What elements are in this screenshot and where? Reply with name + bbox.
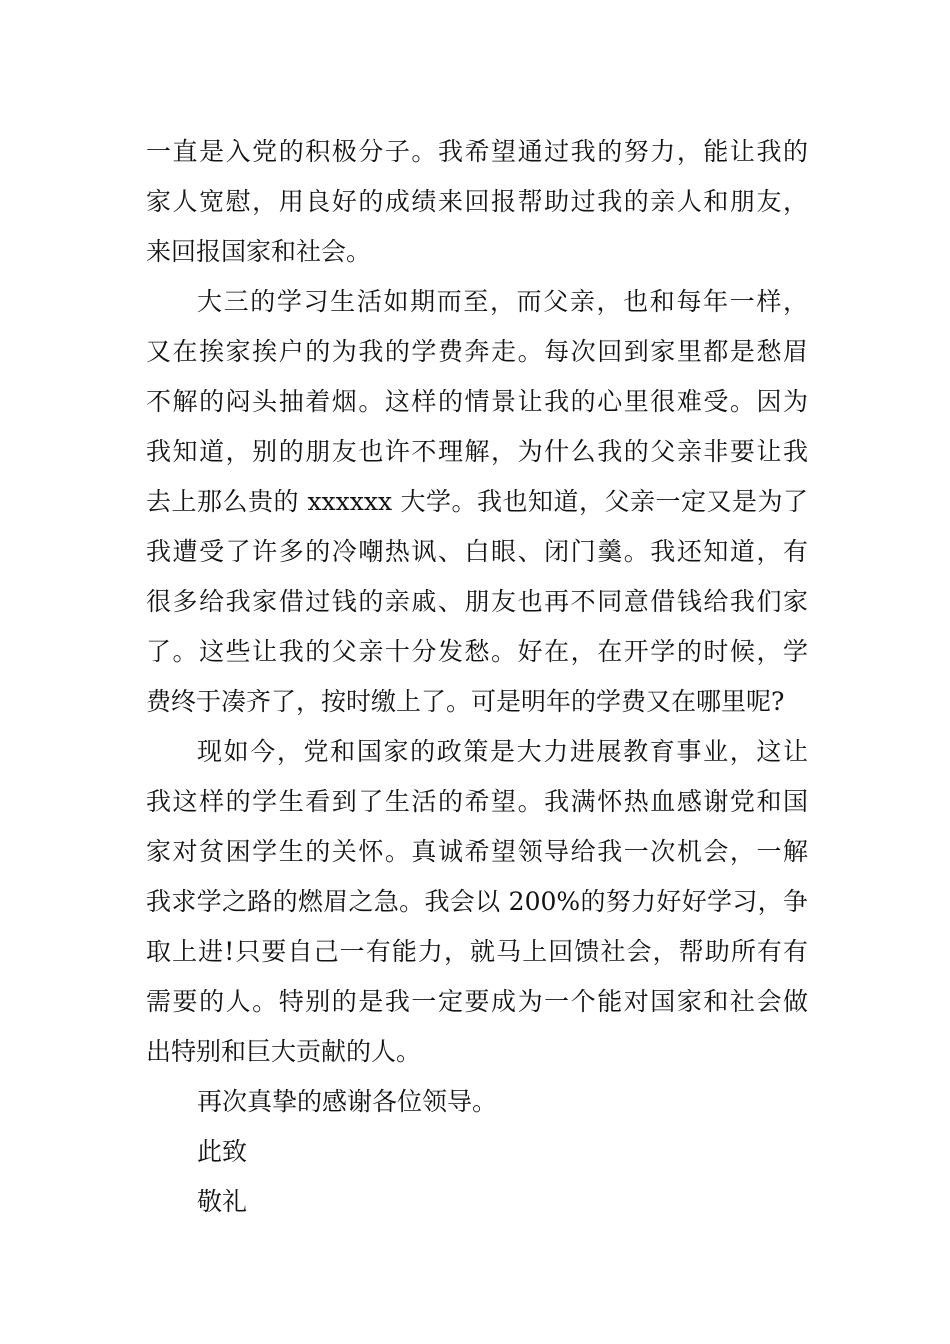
text-line: 很多给我家借过钱的亲戚、朋友也再不同意借钱给我们家: [146, 587, 808, 616]
text-line: 家对贫困学生的关怀。真诚希望领导给我一次机会，一解: [146, 837, 808, 866]
text-line: 不解的闷头抽着烟。这样的情景让我的心里很难受。因为: [146, 387, 808, 416]
paragraph-3: [146, 727, 808, 1077]
paragraph-2: [146, 277, 808, 727]
text-line: 家人宽慰，用良好的成绩来回报帮助过我的亲人和朋友，: [146, 187, 808, 216]
paragraph-1: [146, 127, 808, 277]
text-line: 需要的人。特别的是我一定要成为一个能对国家和社会做: [146, 987, 808, 1016]
text-line: 了。这些让我的父亲十分发愁。好在，在开学的时候，学: [146, 637, 808, 666]
text-line: 大三的学习生活如期而至，而父亲，也和每年一样，: [197, 287, 808, 316]
text-line: 取上进!只要自己一有能力，就马上回馈社会，帮助所有有: [146, 937, 808, 966]
closing-regards: 敬礼: [197, 1187, 248, 1216]
text-line: 我求学之路的燃眉之急。我会以 200%的努力好好学习，争: [146, 887, 808, 916]
text-line: 来回报国家和社会。: [146, 237, 372, 266]
thanks-line: 再次真挚的感谢各位领导。: [197, 1087, 498, 1116]
text-line: 出特别和巨大贡献的人。: [146, 1037, 422, 1066]
text-line: 一直是入党的积极分子。我希望通过我的努力，能让我的: [146, 137, 808, 166]
text-line: 现如今，党和国家的政策是大力进展教育事业，这让: [197, 737, 808, 766]
text-line: 我这样的学生看到了生活的希望。我满怀热血感谢党和国: [146, 787, 808, 816]
closing-salutation: 此致: [197, 1137, 248, 1166]
text-line: 我遭受了许多的冷嘲热讽、白眼、闭门羹。我还知道，有: [146, 537, 808, 566]
text-line: 去上那么贵的 xxxxxx 大学。我也知道，父亲一定又是为了: [146, 487, 808, 516]
text-line: 费终于凑齐了，按时缴上了。可是明年的学费又在哪里呢?: [146, 687, 785, 716]
text-line: 又在挨家挨户的为我的学费奔走。每次回到家里都是愁眉: [146, 337, 808, 366]
text-line: 我知道，别的朋友也许不理解，为什么我的父亲非要让我: [146, 437, 808, 466]
letter-body: [146, 127, 808, 1227]
